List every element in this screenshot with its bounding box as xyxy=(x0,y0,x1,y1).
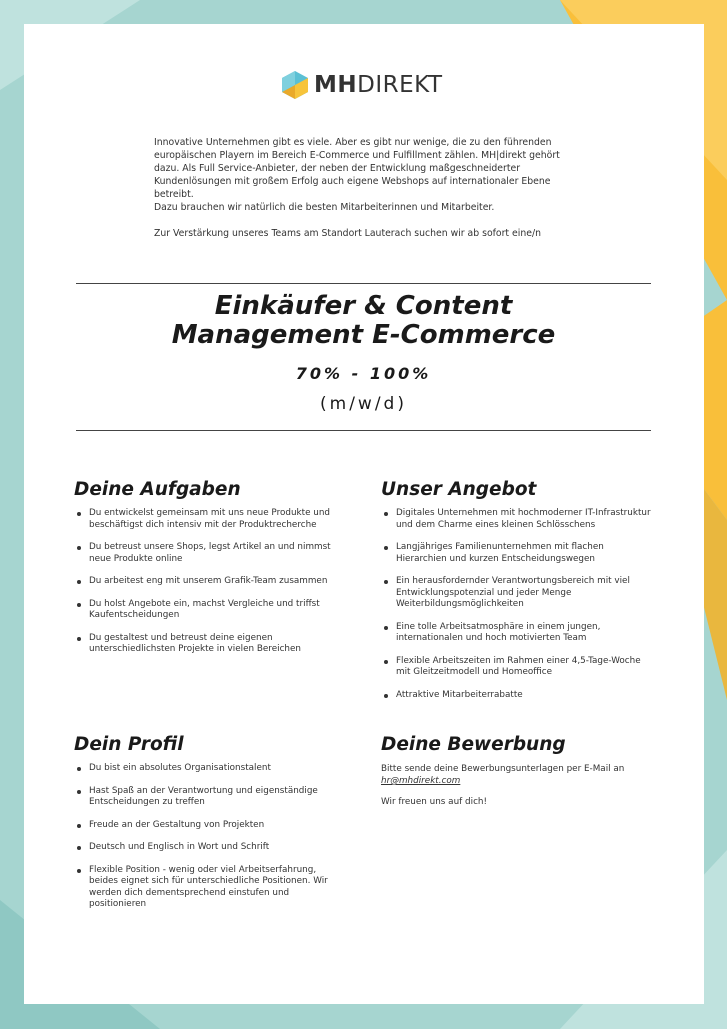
list-item: Ein herausfordernder Verantwortungsbereich mit viel Entwicklungspotenzial und jeder Menge Weiterbildungsmöglichkeiten xyxy=(396,576,651,611)
job-gender-note: (m/w/d) xyxy=(320,394,407,414)
logo-wordmark: MHDIREKT xyxy=(314,72,443,98)
application-text: Bitte sende deine Bewerbungsunterlagen per E-Mail an hr@mhdirekt.com xyxy=(381,764,625,786)
list-item: Flexible Arbeitszeiten im Rahmen einer 4,5-Tage-Woche mit Gleitzeitmodell und Homeoffice xyxy=(396,656,651,679)
job-title: Einkäufer & Content Management E-Commerce xyxy=(171,291,556,350)
section-tasks xyxy=(74,479,344,667)
divider-bottom xyxy=(76,430,651,431)
company-logo xyxy=(282,68,443,102)
list-item: Attraktive Mitarbeiterrabatte xyxy=(396,690,651,702)
list-item: Eine tolle Arbeitsatmosphäre in einem jungen, internationalen und hoch motivierten Team xyxy=(396,622,651,645)
section-offer xyxy=(381,479,651,712)
section-application xyxy=(381,734,651,817)
intro-paragraph: Zur Verstärkung unseres Teams am Standort Lauterach suchen wir ab sofort eine/n xyxy=(154,228,541,239)
intro-text xyxy=(154,136,574,240)
list-item: Du gestaltest und betreust deine eigenen unterschiedlichsten Projekte in vielen Bereichen xyxy=(89,633,344,656)
list-item: Du entwickelst gemeinsam mit uns neue Produkte und beschäftigst dich intensiv mit der Produktrecherche xyxy=(89,508,344,531)
divider-top xyxy=(76,283,651,284)
section-heading: Dein Profil xyxy=(74,734,184,755)
section-profile xyxy=(74,734,344,922)
list-item: Flexible Position - wenig oder viel Arbeitserfahrung, beides eignet sich für unterschiedliche Positionen. Wir werden dich dementsprechend einstufen und positionieren xyxy=(89,865,344,911)
job-percentage: 70% - 100% xyxy=(295,364,432,383)
section-heading: Deine Aufgaben xyxy=(74,479,241,500)
list-item: Du holst Angebote ein, machst Vergleiche und triffst Kaufentscheidungen xyxy=(89,599,344,622)
list-item: Langjähriges Familienunternehmen mit flachen Hierarchien und kurzen Entscheidungswegen xyxy=(396,542,651,565)
intro-paragraph: Innovative Unternehmen gibt es viele. Aber es gibt nur wenige, die zu den führenden europäischen Playern im Bereich E-Commerce und Fulfillment zählen. MH|direkt gehört dazu. Als Full Service-Anbieter, der neben der Entwicklung maßgeschneiderter Kundenlösungen mit großem Erfolg auch eigene Webshops auf internationaler Ebene betreibt. xyxy=(154,137,560,200)
document-sheet xyxy=(24,24,704,1004)
application-closing: Wir freuen uns auf dich! xyxy=(381,797,488,807)
list-item: Digitales Unternehmen mit hochmoderner IT-Infrastruktur und dem Charme eines kleinen Schlösschens xyxy=(396,508,651,530)
list-item: Freude an der Gestaltung von Projekten xyxy=(89,820,344,832)
list-item: Du bist ein absolutes Organisationstalent xyxy=(89,763,344,775)
list-item: Hast Spaß an der Verantwortung und eigenständige Entscheidungen zu treffen xyxy=(89,786,344,809)
intro-paragraph: Dazu brauchen wir natürlich die besten Mitarbeiterinnen und Mitarbeiter. xyxy=(154,202,495,213)
section-heading: Deine Bewerbung xyxy=(381,734,566,755)
email-link[interactable]: hr@mhdirekt.com xyxy=(381,776,461,786)
list-item: Deutsch und Englisch in Wort und Schrift xyxy=(89,842,344,854)
list-item: Du arbeitest eng mit unserem Grafik-Team zusammen xyxy=(89,576,344,588)
cube-logo-icon xyxy=(282,71,308,99)
section-heading: Unser Angebot xyxy=(381,479,537,500)
list-item: Du betreust unsere Shops, legst Artikel an und nimmst neue Produkte online xyxy=(89,542,344,565)
